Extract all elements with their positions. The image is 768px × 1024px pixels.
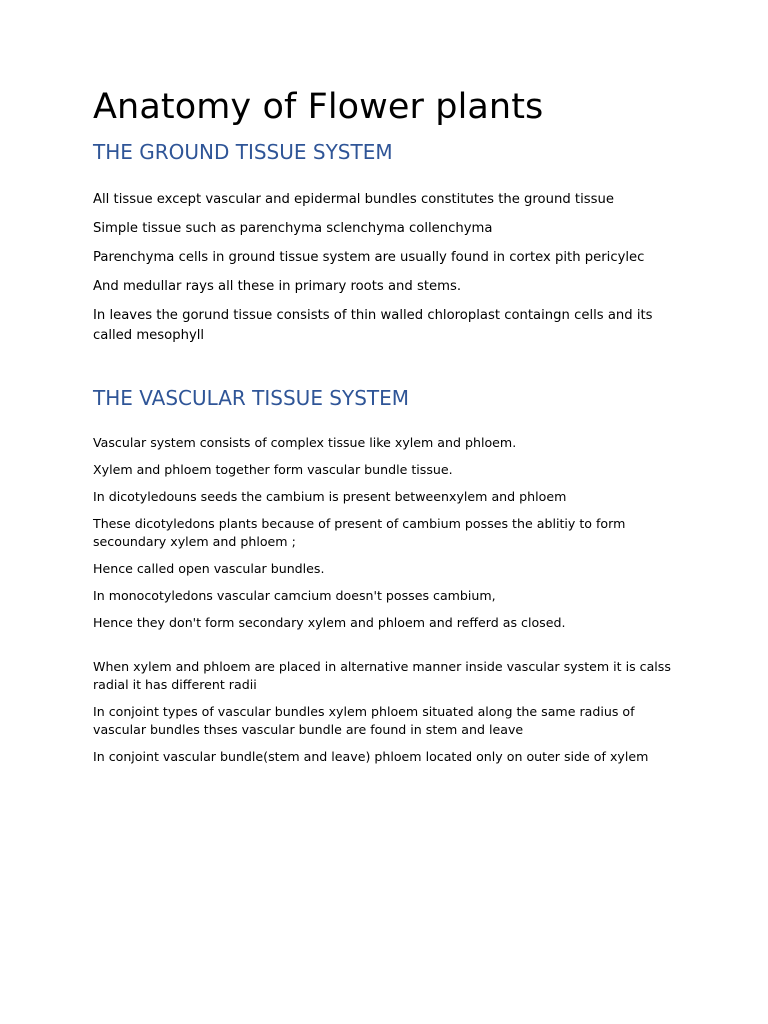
section-heading-ground-tissue: THE GROUND TISSUE SYSTEM bbox=[93, 140, 393, 164]
paragraph: When xylem and phloem are placed in alternative manner inside vascular system it is calss radial it has different radii bbox=[93, 659, 671, 692]
paragraph: In dicotyledouns seeds the cambium is present betweenxylem and phloem bbox=[93, 489, 567, 504]
section-body-vascular-tissue bbox=[93, 434, 673, 632]
paragraph: Simple tissue such as parenchyma sclenchyma collenchyma bbox=[93, 221, 493, 236]
section-heading-vascular-tissue: THE VASCULAR TISSUE SYSTEM bbox=[93, 386, 410, 410]
paragraph: Parenchyma cells in ground tissue system are usually found in cortex pith pericylec bbox=[93, 250, 645, 265]
section-body-ground-tissue bbox=[93, 190, 673, 346]
paragraph: All tissue except vascular and epidermal bundles constitutes the ground tissue bbox=[93, 192, 614, 207]
section-body-vascular-tissue-continued bbox=[93, 658, 673, 766]
paragraph: Vascular system consists of complex tissue like xylem and phloem. bbox=[93, 435, 517, 450]
paragraph: In monocotyledons vascular camcium doesn't posses cambium, bbox=[93, 588, 496, 603]
paragraph: And medullar rays all these in primary roots and stems. bbox=[93, 279, 462, 294]
paragraph: In conjoint types of vascular bundles xylem phloem situated along the same radius of vascular bundles thses vascular bundle are found in stem and leave bbox=[93, 704, 635, 737]
document-title: Anatomy of Flower plants bbox=[93, 87, 544, 127]
paragraph: In conjoint vascular bundle(stem and leave) phloem located only on outer side of xylem bbox=[93, 749, 649, 764]
paragraph: Hence they don't form secondary xylem and phloem and refferd as closed. bbox=[93, 615, 566, 630]
paragraph: Hence called open vascular bundles. bbox=[93, 561, 325, 576]
document-content bbox=[93, 86, 673, 775]
paragraph: These dicotyledons plants because of present of cambium posses the ablitiy to form secoundary xylem and phloem ; bbox=[93, 516, 626, 549]
paragraph: Xylem and phloem together form vascular bundle tissue. bbox=[93, 462, 453, 477]
paragraph: In leaves the gorund tissue consists of thin walled chloroplast containgn cells and its called mesophyll bbox=[93, 308, 653, 343]
